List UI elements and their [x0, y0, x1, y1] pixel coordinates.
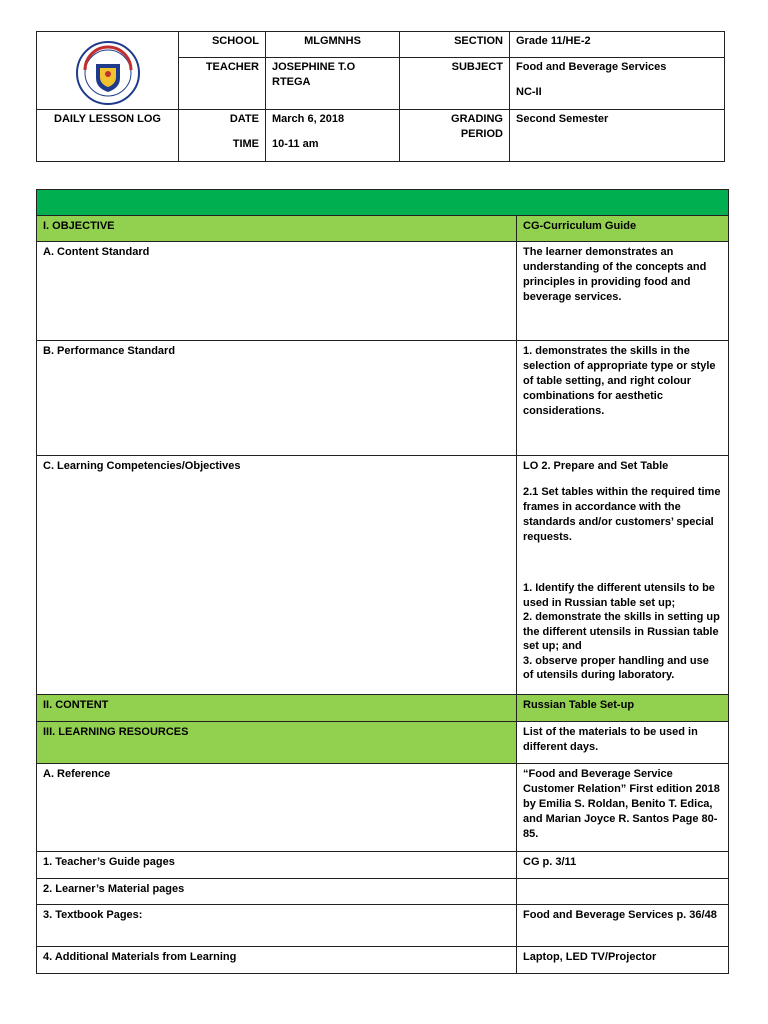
teachers-guide-value: CG p. 3/11 — [517, 852, 729, 879]
learners-material-label: 2. Learner’s Material pages — [37, 879, 517, 905]
date-time-labels — [179, 110, 266, 162]
teacher-value-line1: JOSEPHINE T.O — [272, 61, 356, 73]
grading-label — [400, 110, 510, 162]
lesson-table — [36, 189, 729, 974]
textbook-row — [37, 905, 729, 947]
resources-row — [37, 722, 729, 764]
performance-standard-row — [37, 341, 729, 456]
content-row — [37, 695, 729, 722]
header-table — [36, 31, 725, 162]
content-standard-label: A. Content Standard — [37, 242, 517, 341]
section-label: SECTION — [400, 32, 510, 58]
grading-label-line2: PERIOD — [460, 128, 503, 140]
additional-value: Laptop, LED TV/Projector — [517, 947, 729, 974]
additional-row — [37, 947, 729, 974]
teacher-value-line2: RTEGA — [272, 76, 311, 88]
green-header-bar — [37, 190, 729, 216]
teacher-label: TEACHER — [179, 58, 266, 110]
content-value: Russian Table Set-up — [517, 695, 729, 722]
grading-label-line1: GRADING — [451, 113, 503, 125]
performance-standard-value: 1. demonstrates the skills in the selection of appropriate type or style of table setting, and right colour combinations for aesthetic considerations. — [517, 341, 729, 456]
teachers-guide-row — [37, 852, 729, 879]
objective-label: I. OBJECTIVE — [37, 216, 517, 242]
learners-material-value — [517, 879, 729, 905]
competencies-lo: LO 2. Prepare and Set Table — [523, 460, 669, 472]
grading-value: Second Semester — [510, 110, 725, 162]
content-standard-row — [37, 242, 729, 341]
reference-label: A. Reference — [37, 764, 517, 852]
school-label: SCHOOL — [179, 32, 266, 58]
content-standard-value: The learner demonstrates an understanding of the concepts and principles in providing food and beverage services. — [517, 242, 729, 341]
time-label: TIME — [232, 138, 259, 150]
learners-material-row — [37, 879, 729, 905]
additional-label: 4. Additional Materials from Learning — [37, 947, 517, 974]
section-value: Grade 11/HE-2 — [510, 32, 725, 58]
reference-value: “Food and Beverage Service Customer Relation” First edition 2018 by Emilia S. Roldan, Benito T. Edica, and Marian Joyce R. Santos Page 80-85. — [517, 764, 729, 852]
competencies-obj1: 1. Identify the different utensils to be used in Russian table set up; — [523, 582, 715, 609]
subject-value-line1: Food and Beverage Services — [516, 61, 667, 73]
textbook-value: Food and Beverage Services p. 36/48 — [517, 905, 729, 947]
performance-standard-label: B. Performance Standard — [37, 341, 517, 456]
date-time-values — [266, 110, 400, 162]
resources-value: List of the materials to be used in different days. — [517, 722, 729, 764]
time-value: 10-11 am — [272, 138, 319, 150]
date-value: March 6, 2018 — [272, 113, 345, 125]
competencies-label: C. Learning Competencies/Objectives — [37, 456, 517, 695]
log-title: DAILY LESSON LOG — [37, 110, 179, 162]
content-label: II. CONTENT — [37, 695, 517, 722]
deped-seal-icon — [75, 40, 141, 106]
subject-label: SUBJECT — [400, 58, 510, 110]
textbook-label: 3. Textbook Pages: — [37, 905, 517, 947]
objective-value: CG-Curriculum Guide — [517, 216, 729, 242]
competencies-obj2: 2. demonstrate the skills in setting up the different utensils in Russian table set up; and — [523, 611, 720, 652]
school-value: MLGMNHS — [266, 32, 400, 58]
objective-row — [37, 216, 729, 242]
resources-label: III. LEARNING RESOURCES — [37, 722, 517, 764]
competencies-obj3: 3. observe proper handling and use of utensils during laboratory. — [523, 654, 709, 681]
competencies-row — [37, 456, 729, 695]
teachers-guide-label: 1. Teacher’s Guide pages — [37, 852, 517, 879]
subject-value-line2: NC-II — [516, 86, 542, 98]
competencies-value — [517, 456, 729, 695]
date-label: DATE — [229, 113, 259, 125]
subject-value — [510, 58, 725, 110]
teacher-value — [266, 58, 400, 110]
logo-cell — [37, 32, 179, 110]
competencies-standard: 2.1 Set tables within the required time frames in accordance with the standards and/or customers’ special requests. — [523, 486, 721, 543]
reference-row — [37, 764, 729, 852]
